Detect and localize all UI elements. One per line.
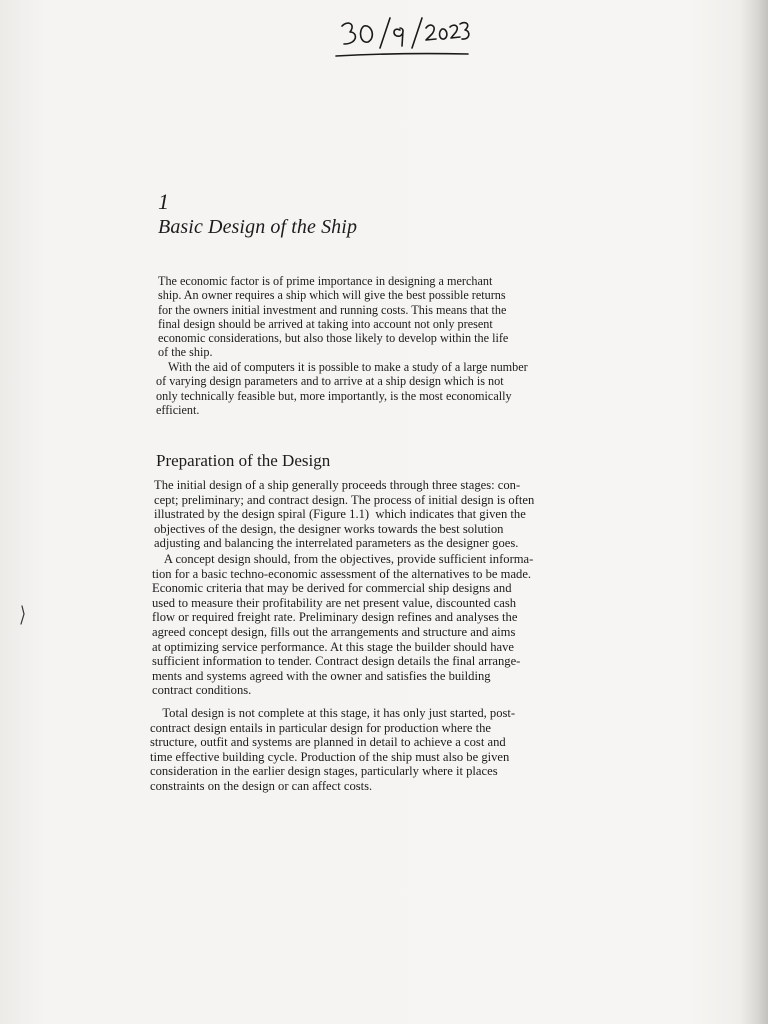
text-line: economic considerations, but also those likely to develop within the life (158, 331, 509, 346)
text-line: ments and systems agreed with the owner and satisfies the building (152, 668, 491, 683)
text-line: used to measure their profitability are net present value, discounted cash (152, 595, 517, 610)
text-line: time effective building cycle. Production of the ship must also be given (150, 749, 510, 764)
text-line: The initial design of a ship generally proceeds through three stages: con- (154, 478, 521, 492)
section-paragraph-1 (154, 478, 534, 551)
text-line: With the aid of computers it is possible to make a study of a large number (156, 360, 528, 374)
intro-paragraph-1 (158, 274, 508, 360)
text-line: objectives of the design, the designer works towards the best solution (154, 521, 504, 536)
text-line: Economic criteria that may be derived for commercial ship designs and (152, 581, 512, 596)
text-line: agreed concept design, fills out the arrangements and structure and aims (152, 624, 516, 639)
section-paragraph-2 (152, 552, 533, 698)
text-line: efficient. (156, 402, 200, 417)
text-line: for the owners initial investment and running costs. This means that the (158, 302, 507, 317)
text-line: at optimizing service performance. At this stage the builder should have (152, 639, 514, 654)
text-line: consideration in the earlier design stages, particularly where it places (150, 764, 498, 779)
page-edge-shadow (740, 0, 768, 1024)
handwritten-date-signature (332, 12, 472, 64)
text-line: of the ship. (158, 345, 213, 360)
text-line: contract design entails in particular design for production where the (150, 720, 491, 735)
text-line: sufficient information to tender. Contract design details the final arrange- (152, 654, 521, 669)
text-line: final design should be arrived at taking into account not only present (158, 316, 493, 331)
text-line: The economic factor is of prime importance in designing a merchant (158, 274, 493, 288)
chapter-number: 1 (158, 189, 169, 214)
section-paragraph-3 (150, 706, 515, 794)
text-line: cept; preliminary; and contract design. The process of initial design is often (154, 492, 535, 507)
text-line: tion for a basic techno-economic assessment of the alternatives to be made. (152, 566, 532, 581)
section-heading: Preparation of the Design (156, 451, 331, 470)
text-line: structure, outfit and systems are planned in detail to achieve a cost and (150, 735, 506, 750)
text-line: adjusting and balancing the interrelated parameters as the designer goes. (154, 536, 519, 551)
text-line: illustrated by the design spiral (Figure 1.1) which indicates that given the (154, 507, 526, 522)
stray-pen-mark (18, 604, 28, 626)
intro-paragraph-2 (156, 360, 528, 417)
text-line: ship. An owner requires a ship which will give the best possible returns (158, 288, 506, 303)
text-line: Total design is not complete at this stage, it has only just started, post- (150, 706, 516, 720)
text-line: flow or required freight rate. Preliminary design refines and analyses the (152, 610, 518, 625)
text-line: A concept design should, from the objectives, provide sufficient informa- (152, 552, 534, 566)
chapter-title: Basic Design of the Ship (158, 216, 358, 238)
text-line: contract conditions. (152, 683, 252, 698)
text-line: constraints on the design or can affect costs. (150, 778, 373, 793)
text-line: of varying design parameters and to arrive at a ship design which is not (156, 374, 504, 389)
text-line: only technically feasible but, more importantly, is the most economically (156, 388, 512, 403)
handwritten-date (332, 12, 472, 64)
